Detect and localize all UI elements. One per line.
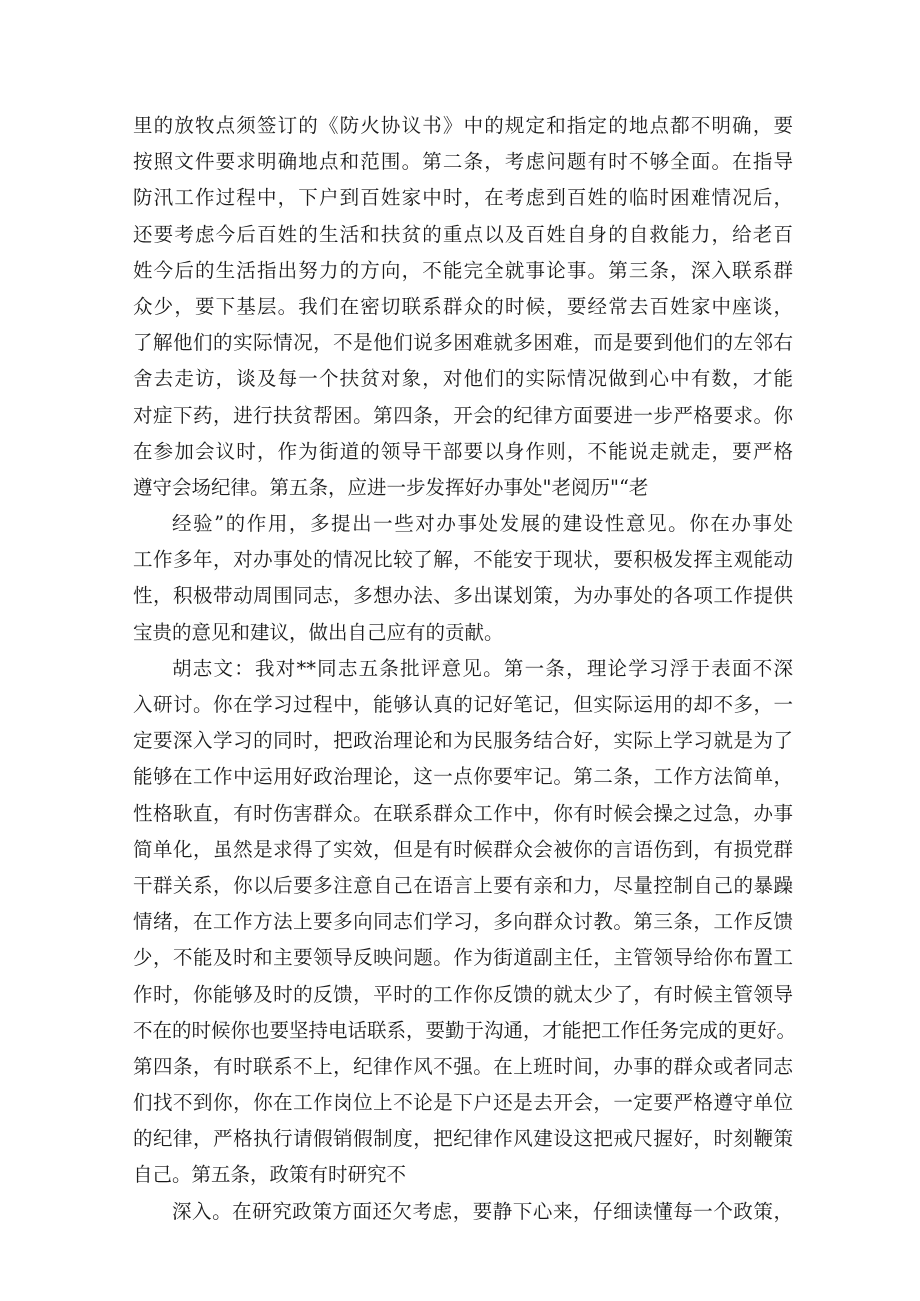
text-line: 定要深入学习的同时，把政治理论和为民服务结合好，实际上学习就是为了 [133, 729, 793, 753]
text-line: 少，不能及时和主要领导反映问题。作为街道副主任，主管领导给你布置工 [133, 946, 793, 970]
document-body [133, 108, 797, 1230]
text-line: 胡志文：我对**同志五条批评意见。第一条，理论学习浮于表面不深 [172, 656, 793, 680]
text-line: 姓今后的生活指出努力的方向，不能完全就事论事。第三条，深入联系群 [133, 258, 793, 282]
text-line: 众少，要下基层。我们在密切联系群众的时候，要经常去百姓家中座谈， [133, 294, 793, 318]
text-line: 简单化，虽然是求得了实效，但是有时候群众会被你的言语伤到，有损党群 [133, 837, 793, 861]
text-line: 能够在工作中运用好政治理论，这一点你要牢记。第二条，工作方法简单， [133, 765, 793, 789]
text-line: 第四条，有时联系不上，纪律作风不强。在上班时间，办事的群众或者同志 [133, 1054, 793, 1078]
text-line: 深入。在研究政策方面还欠考虑，要静下心来，仔细读懂每一个政策， [172, 1199, 793, 1223]
text-line: 干群关系，你以后要多注意自己在语言上要有亲和力，尽量控制自己的暴躁 [133, 873, 793, 897]
text-line: 经验”的作用，多提出一些对办事处发展的建设性意见。你在办事处 [172, 512, 793, 536]
text-line: 作时，你能够及时的反馈，平时的工作你反馈的就太少了，有时候主管领导 [133, 982, 793, 1006]
text-line: 遵守会场纪律。第五条，应进一步发挥好办事处"老阅历"“老 [133, 475, 649, 499]
text-line: 入研讨。你在学习过程中，能够认真的记好笔记，但实际运用的却不多，一 [133, 693, 793, 716]
text-line: 里的放牧点须签订的《防火协议书》中的规定和指定的地点都不明确，要 [133, 114, 793, 137]
text-line: 还要考虑今后百姓的生活和扶贫的重点以及百姓自身的自救能力，给老百 [133, 222, 793, 246]
text-line: 在参加会议时，作为街道的领导干部要以身作则，不能说走就走，要严格 [133, 439, 793, 463]
text-line: 防汛工作过程中，下户到百姓家中时，在考虑到百姓的临时困难情况后， [133, 186, 793, 210]
text-line: 性格耿直，有时伤害群众。在联系群众工作中，你有时候会操之过急，办事 [133, 801, 793, 825]
text-line: 不在的时候你也要坚持电话联系，要勤于沟通，才能把工作任务完成的更好。 [133, 1018, 797, 1042]
text-line: 性，积极带动周围同志，多想办法、多出谋划策，为办事处的各项工作提供 [133, 584, 793, 608]
text-line: 自己。第五条，政策有时研究不 [133, 1163, 407, 1187]
text-line: 按照文件要求明确地点和范围。第二条，考虑问题有时不够全面。在指导 [133, 150, 793, 174]
text-line: 们找不到你，你在工作岗位上不论是下户还是去开会，一定要严格遵守单位 [133, 1091, 793, 1115]
text-line: 了解他们的实际情况，不是他们说多困难就多困难，而是要到他们的左邻右 [133, 331, 793, 355]
text-line: 对症下药，进行扶贫帮困。第四条，开会的纪律方面要进一步严格要求。你 [133, 403, 793, 427]
text-line: 的纪律，严格执行请假销假制度，把纪律作风建设这把戒尺握好，时刻鞭策 [133, 1127, 793, 1151]
text-line: 工作多年，对办事处的情况比较了解，不能安于现状，要积极发挥主观能动 [133, 548, 793, 572]
text-line: 舍去走访，谈及每一个扶贫对象，对他们的实际情况做到心中有数，才能 [133, 367, 793, 391]
text-line: 宝贵的意见和建议，做出自己应有的贡献。 [133, 620, 504, 644]
text-line: 情绪，在工作方法上要多向同志们学习，多向群众讨教。第三条，工作反馈 [133, 910, 793, 934]
